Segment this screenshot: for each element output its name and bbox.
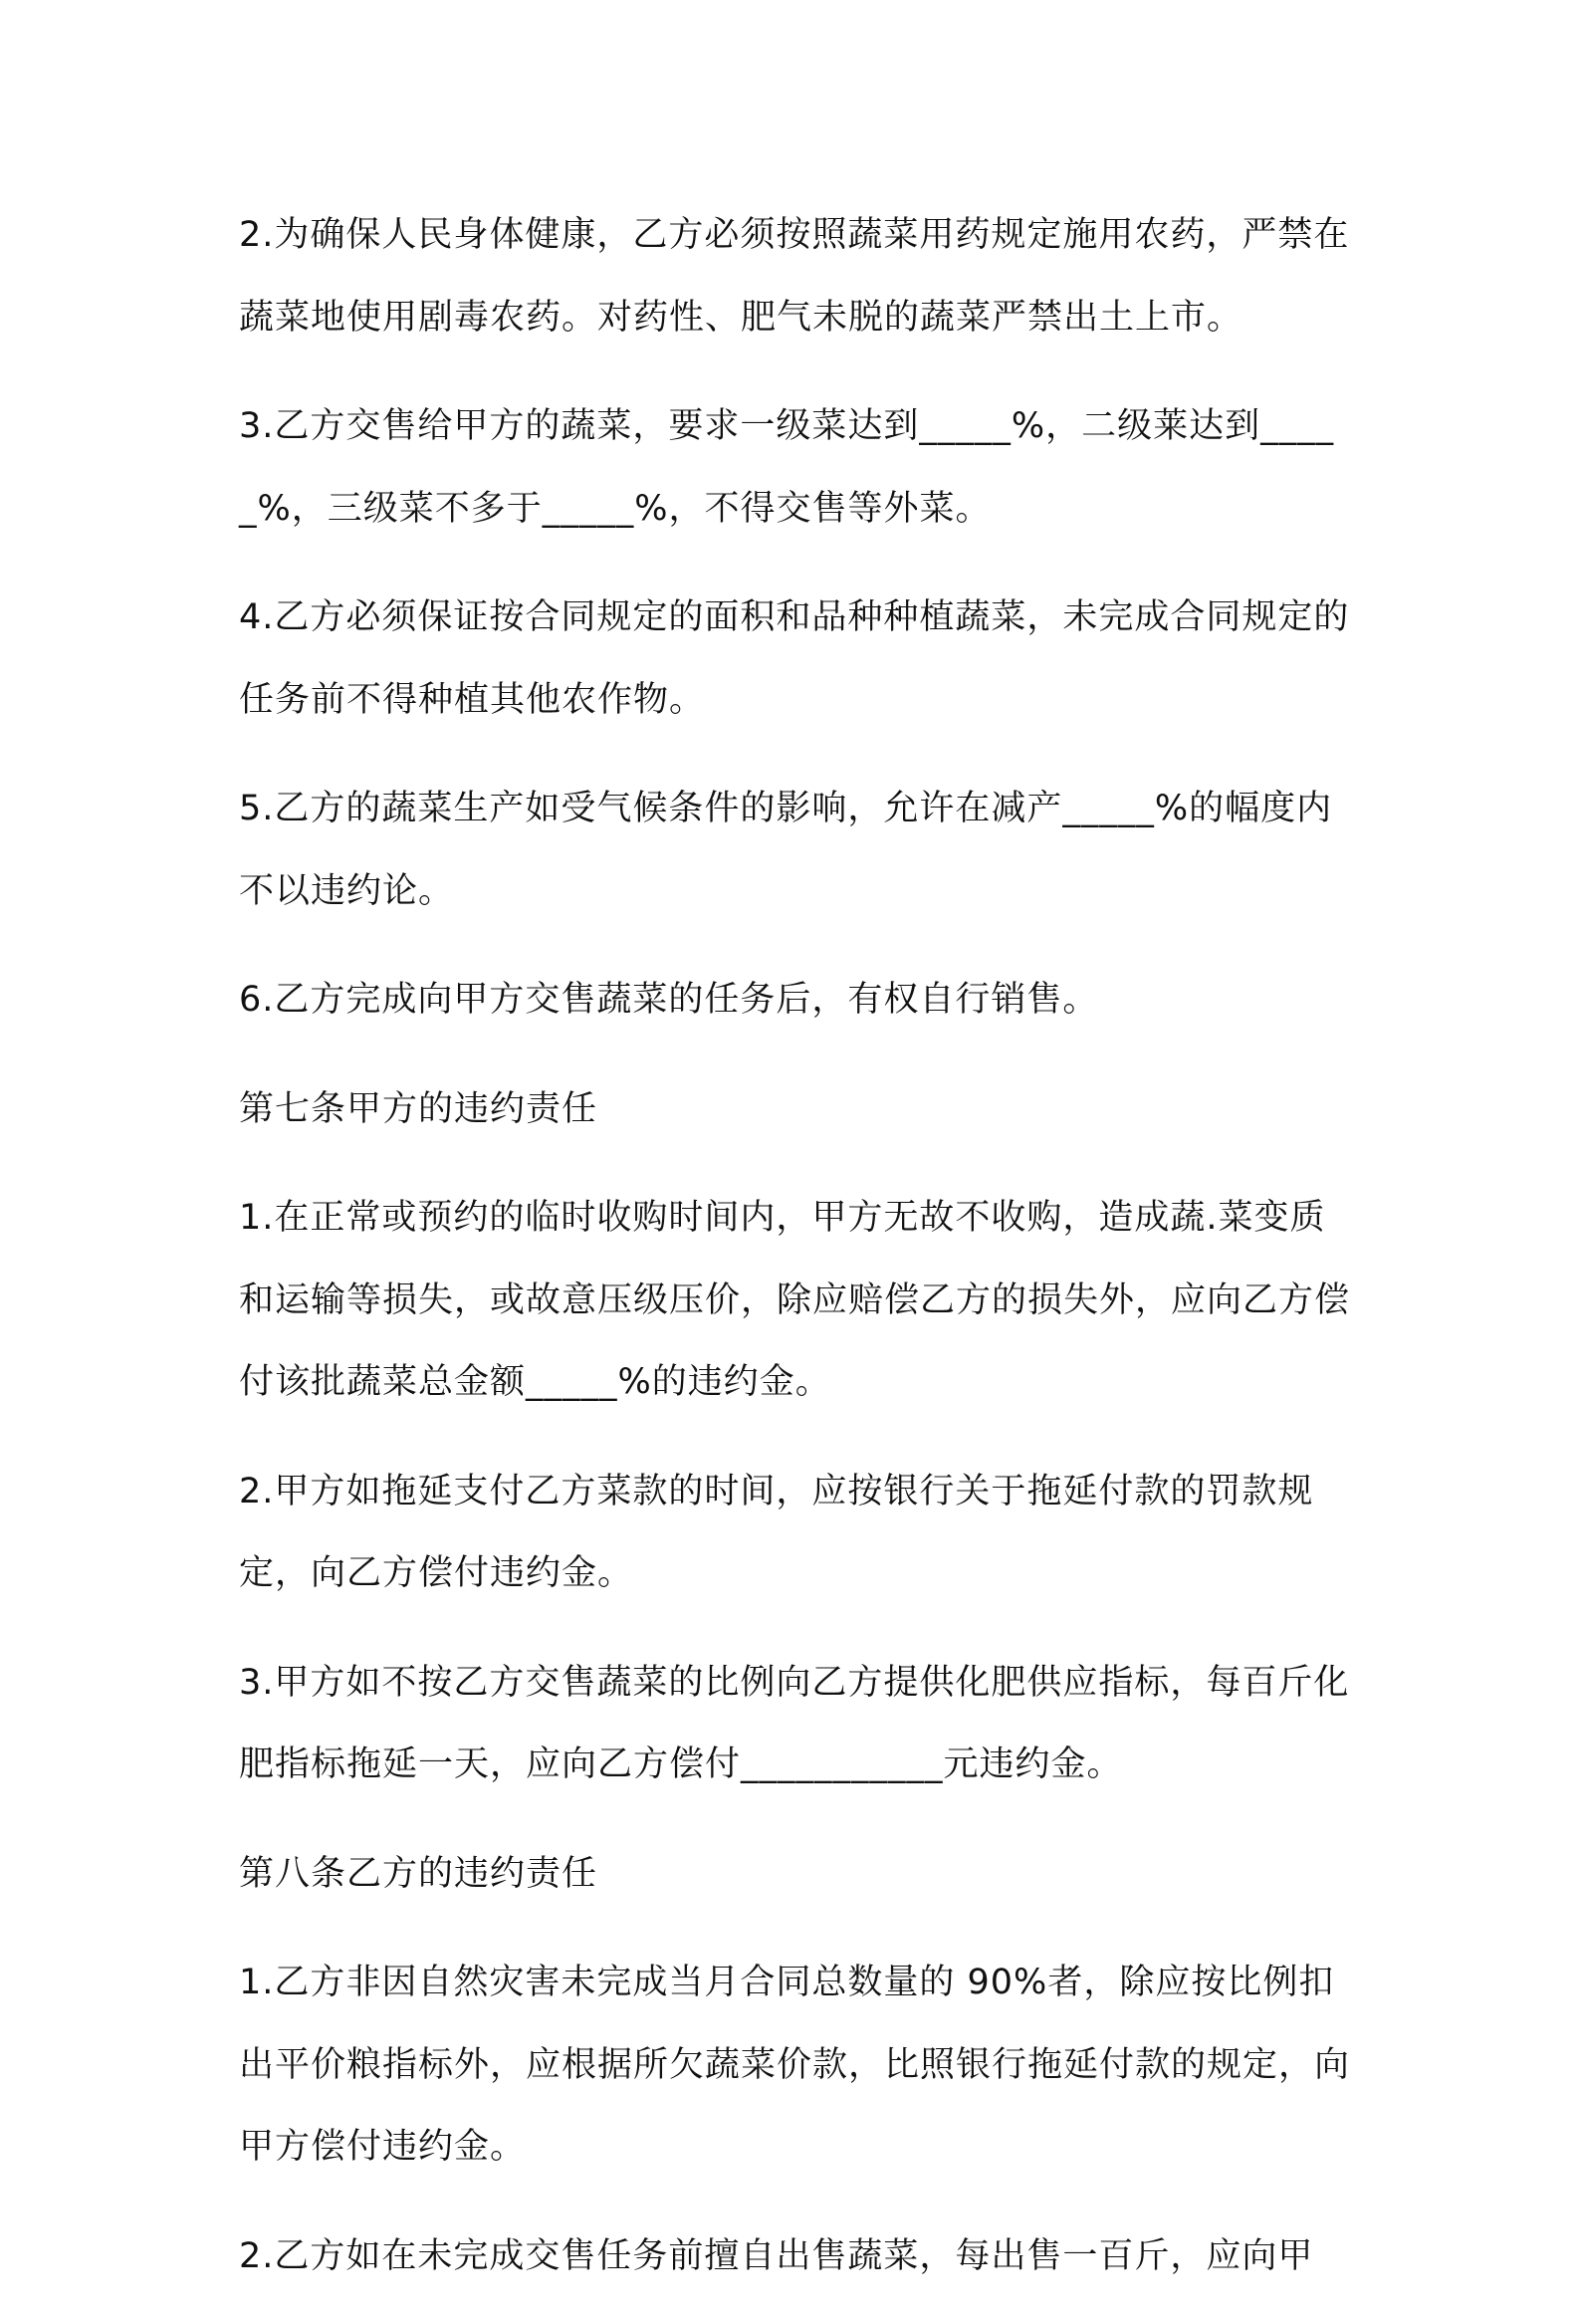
section-heading: 第七条甲方的违约责任 — [239, 1088, 598, 1129]
clause-paragraph: 1.乙方非因自然灾害未完成当月合同总数量的 90%者，除应按比例扣出平价粮指标外，应根据所欠蔬菜价款，比照银行拖延付款的规定，向甲方偿付违约金。 — [239, 1963, 1351, 2167]
clause-paragraph: 2.甲方如拖延支付乙方菜款的时间，应按银行关于拖延付款的罚款规定，向乙方偿付违约金。 — [239, 1471, 1314, 1593]
clause-paragraph: 6.乙方完成向甲方交售蔬菜的任务后，有权自行销售。 — [239, 980, 1099, 1020]
clause-paragraph: 3.乙方交售给甲方的蔬菜，要求一级菜达到_____%，二级莱达到_____%，三级菜不多于_____%，不得交售等外菜。 — [239, 406, 1335, 529]
clause-paragraph: 2.乙方如在未完成交售任务前擅自出售蔬菜，每出售一百斤，应向甲 — [239, 2235, 1314, 2276]
clause-paragraph: 2.为确保人民身体健康，乙方必须按照蔬菜用药规定施用农药，严禁在蔬菜地使用剧毒农药。对药性、肥气未脱的蔬菜严禁出土上市。 — [239, 215, 1350, 338]
document-page — [239, 194, 1354, 2324]
clause-paragraph: 1.在正常或预约的临时收购时间内，甲方无故不收购，造成蔬.菜变质和运输等损失，或故意压级压价，除应赔偿乙方的损失外，应向乙方偿付该批蔬菜总金额_____%的违约金。 — [239, 1198, 1351, 1402]
clause-paragraph: 3.甲方如不按乙方交售蔬菜的比例向乙方提供化肥供应指标，每百斤化肥指标拖延一天，应向乙方偿付___________元违约金。 — [239, 1662, 1350, 1784]
clause-paragraph: 4.乙方必须保证按合同规定的面积和品种种植蔬菜，未完成合同规定的任务前不得种植其他农作物。 — [239, 597, 1350, 720]
clause-paragraph: 5.乙方的蔬菜生产如受气候条件的影响，允许在减产_____%的幅度内不以违约论。 — [239, 789, 1333, 911]
section-heading: 第八条乙方的违约责任 — [239, 1853, 598, 1894]
